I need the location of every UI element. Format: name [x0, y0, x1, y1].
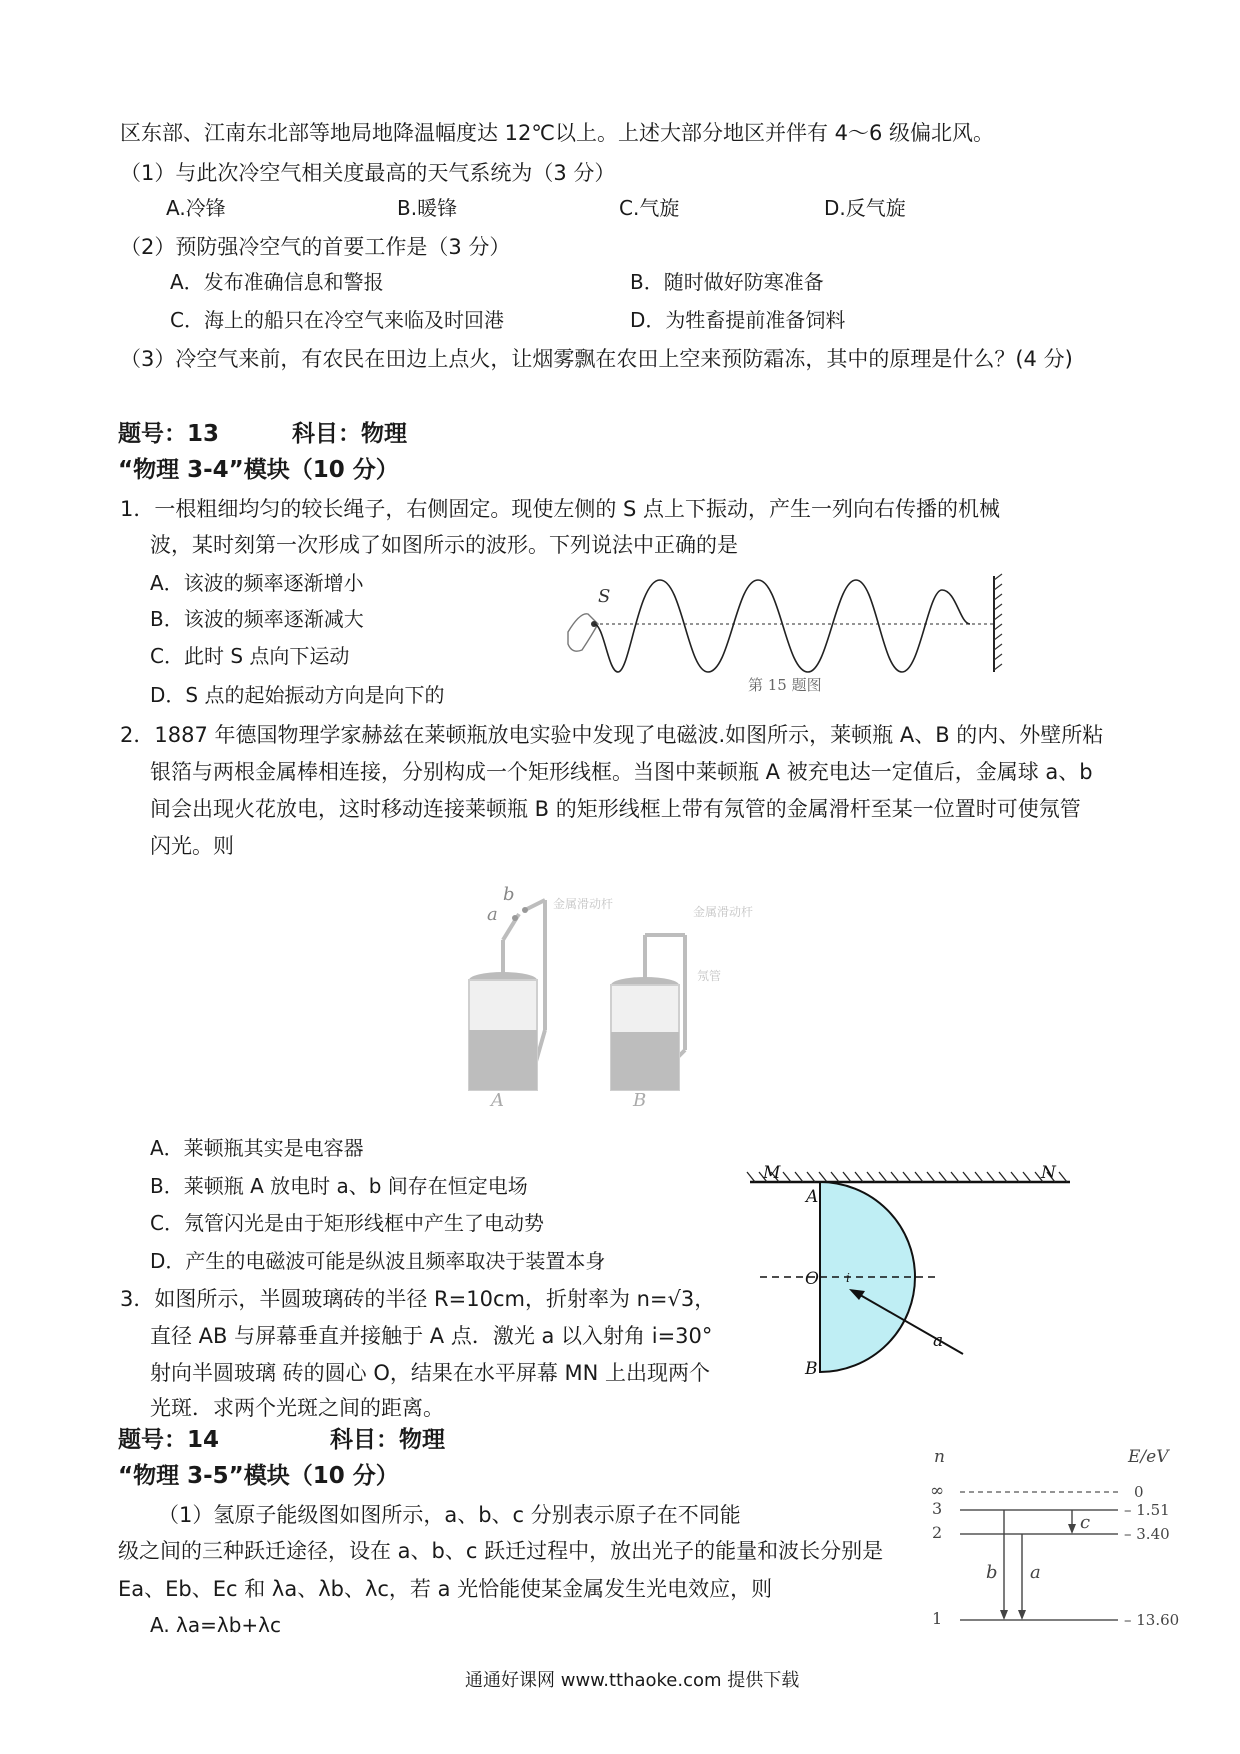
p2-line2: 银箔与两根金属棒相连接，分别构成一个矩形线框。当图中莱顿瓶 A 被充电达一定值后，金属球 a、b — [150, 760, 1093, 784]
arrow-c-label: c — [1080, 1512, 1091, 1533]
screen-hatch — [747, 1172, 1067, 1182]
weather-q2-option-c: C．海上的船只在冷空气来临及时回港 — [170, 308, 504, 332]
level-3-e: – 1.51 — [1124, 1501, 1170, 1519]
p3-line2: 直径 AB 与屏幕垂直并接触于 A 点．激光 a 以入射角 i=30° — [150, 1324, 713, 1348]
section14-subject: 科目：物理 — [330, 1427, 445, 1453]
arrow-a-label: a — [1030, 1562, 1041, 1583]
semicircle-glass-figure — [745, 1158, 1075, 1383]
label-n: N — [1041, 1163, 1056, 1183]
jar-b-foil — [611, 1032, 679, 1090]
level-1-e: – 13.60 — [1124, 1611, 1180, 1629]
ball-b-label: b — [503, 884, 515, 905]
label-b-point: B — [805, 1359, 818, 1379]
p3-line1: 3．如图所示，半圆玻璃砖的半径 R=10cm，折射率为 n=√3， — [120, 1287, 716, 1311]
energy-level-figure — [920, 1440, 1190, 1640]
p2-option-a: A．莱顿瓶其实是电容器 — [150, 1136, 364, 1160]
p1-option-a: A．该波的频率逐渐增小 — [150, 571, 364, 595]
label-angle-i: i — [846, 1271, 850, 1285]
label-a-point: A — [806, 1187, 819, 1207]
arrow-b-label: b — [986, 1562, 998, 1583]
level-3-n: 3 — [932, 1499, 943, 1518]
wall-hatch — [994, 574, 1002, 670]
level-inf-n: ∞ — [930, 1481, 945, 1501]
weather-q2-stem: （2）预防强冷空气的首要工作是（3 分） — [120, 235, 511, 259]
p4-option-a: A. λa=λb+λc — [150, 1613, 282, 1637]
arrow-a-head-icon — [1018, 1610, 1026, 1620]
p4-line3: Ea、Eb、Ec 和 λa、λb、λc，若 a 光恰能使某金属发生光电效应，则 — [118, 1577, 773, 1601]
weather-q1-option-c: C.气旋 — [619, 196, 680, 220]
jar-a-foil — [469, 1030, 537, 1090]
p2-option-d: D．产生的电磁波可能是纵波且频率取决于装置本身 — [150, 1249, 606, 1273]
label-m: M — [763, 1163, 781, 1183]
p3-line3: 射向半圆玻璃 砖的圆心 O，结果在水平屏幕 MN 上出现两个 — [150, 1361, 711, 1385]
label-o: O — [805, 1269, 819, 1289]
rod-label-1: 金属滑动杆 — [553, 897, 614, 911]
e-axis-label: E/eV — [1128, 1447, 1169, 1467]
section13-module: “物理 3-4”模块（10 分） — [118, 457, 399, 483]
p1-option-c: C．此时 S 点向下运动 — [150, 644, 350, 668]
wave-caption: 第 15 题图 — [748, 676, 822, 692]
wave-figure — [560, 572, 1030, 692]
ball-a-label: a — [487, 904, 498, 925]
rod-label-2: 金属滑动杆 — [693, 905, 754, 919]
level-2-n: 2 — [932, 1523, 943, 1542]
p2-line1: 2．1887 年德国物理学家赫兹在莱顿瓶放电实验中发现了电磁波.如图所示，莱顿瓶 A、B 的内、外壁所粘 — [120, 723, 1104, 747]
section14-module: “物理 3-5”模块（10 分） — [118, 1463, 399, 1489]
p3-line4: 光斑．求两个光斑之间的距离。 — [150, 1396, 444, 1420]
footer-credit: 通通好课网 www.tthaoke.com 提供下载 — [465, 1670, 800, 1691]
n-axis-label: n — [934, 1447, 945, 1467]
neon-label: 氖管 — [697, 969, 722, 983]
weather-q1-option-d: D.反气旋 — [824, 196, 906, 220]
level-1-n: 1 — [932, 1609, 943, 1628]
weather-intro: 区东部、江南东北部等地局地降温幅度达 12℃以上。上述大部分地区并伴有 4～6 级偏北风。 — [120, 121, 995, 145]
wave-curve — [594, 580, 970, 672]
level-inf-e: 0 — [1134, 1483, 1144, 1501]
p4-line2: 级之间的三种跃迁途径，设在 a、b、c 跃迁过程中，放出光子的能量和波长分别是 — [118, 1539, 884, 1563]
p2-option-c: C．氖管闪光是由于矩形线框中产生了电动势 — [150, 1211, 544, 1235]
level-2-e: – 3.40 — [1124, 1525, 1170, 1543]
weather-q1-option-a: A.冷锋 — [166, 196, 226, 220]
weather-q3: （3）冷空气来前，有农民在田边上点火，让烟雾飘在农田上空来预防霜冻，其中的原理是什么？(4 分) — [120, 347, 1073, 371]
ball-b — [522, 907, 528, 913]
section13-title: 题号：13 — [118, 421, 220, 447]
p4-line1: （1）氢原子能级图如图所示，a、b、c 分别表示原子在不同能 — [158, 1503, 741, 1527]
p1-option-b: B．该波的频率逐渐减大 — [150, 607, 364, 631]
jar-b-label: B — [633, 1090, 647, 1110]
weather-q2-option-d: D．为牲畜提前准备饲料 — [630, 308, 846, 332]
arrow-c-head-icon — [1068, 1524, 1076, 1534]
weather-q2-option-a: A．发布准确信息和警报 — [170, 270, 384, 294]
p1-option-d: D．S 点的起始振动方向是向下的 — [150, 683, 445, 707]
p2-line4: 闪光。则 — [150, 834, 234, 858]
p2-line3: 间会出现火花放电，这时移动连接莱顿瓶 B 的矩形线框上带有氖管的金属滑杆至某一位置时可使氖管 — [150, 797, 1081, 821]
section14-title: 题号：14 — [118, 1427, 220, 1453]
weather-q1-option-b: B.暖锋 — [397, 196, 458, 220]
section13-subject: 科目：物理 — [292, 421, 407, 447]
jar-a-label: A — [491, 1090, 504, 1110]
p1-line2: 波，某时刻第一次形成了如图所示的波形。下列说法中正确的是 — [150, 533, 738, 557]
p1-line1: 1．一根粗细均匀的较长绳子，右侧固定。现使左侧的 S 点上下振动，产生一列向右传播的机械 — [120, 497, 1001, 521]
hand-icon — [568, 614, 598, 651]
leyden-jar-figure — [455, 880, 815, 1110]
weather-q1-stem: （1）与此次冷空气相关度最高的天气系统为（3 分） — [120, 161, 616, 185]
weather-q2-option-b: B．随时做好防寒准备 — [630, 270, 824, 294]
arrow-b-head-icon — [1000, 1610, 1008, 1620]
label-laser-a: a — [933, 1331, 944, 1351]
ball-a — [512, 915, 518, 921]
p2-option-b: B．莱顿瓶 A 放电时 a、b 间存在恒定电场 — [150, 1174, 528, 1198]
s-label: S — [598, 586, 611, 607]
